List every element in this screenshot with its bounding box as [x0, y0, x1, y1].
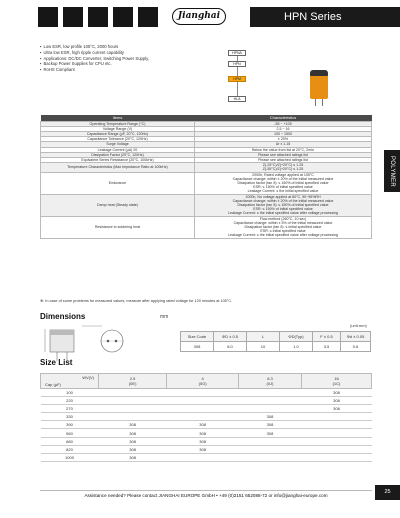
size-code-cell: 308: [99, 429, 167, 437]
size-list-table: [40, 373, 372, 462]
size-code-cell: 308: [99, 421, 167, 429]
diagram-box-highlight: HPM: [228, 76, 246, 82]
series-title: HPN Series: [250, 7, 400, 27]
capacitor-lead: [315, 99, 316, 106]
spec-line: 1000h, No voltage applied at 60°C, 90~95%RH: [245, 194, 321, 199]
capacitance-cell: 820: [41, 445, 99, 453]
capacitance-cell: 220: [41, 397, 99, 405]
capacitance-cell: 330: [41, 413, 99, 421]
feature-list: [40, 44, 149, 73]
size-code-cell: [99, 389, 167, 397]
spec-characteristic: [195, 172, 372, 194]
spec-line: Please see attached ratings list: [258, 157, 308, 162]
size-code-cell: 308: [167, 445, 239, 453]
spec-item: Equivalent Series Resistance (20°C, 100kHz): [41, 157, 195, 162]
size-code-cell: [301, 413, 371, 421]
feature-item: ▪ Backup Power Supplies for CPU etc.: [40, 61, 149, 67]
size-code-cell: [239, 389, 302, 397]
capacitance-cell: 270: [41, 405, 99, 413]
voltage-col-header: 4 (0G): [167, 374, 239, 389]
spec-item: Endurance: [41, 172, 195, 194]
size-row: [41, 397, 372, 405]
spec-line: Leakage Current: ≤ the initial specified value after voltage processing: [228, 233, 338, 238]
header-square: [88, 7, 108, 27]
size-code-cell: [239, 445, 302, 453]
cap-label: Cap (µF): [45, 382, 61, 387]
feature-item: ▪ Low ESR, low profile 105°C, 2000 hours: [40, 44, 149, 50]
size-row: [41, 429, 372, 437]
dimensions-unit: mm: [160, 314, 169, 320]
capacitor-lead: [322, 99, 323, 106]
size-row: [41, 405, 372, 413]
voltage-col-header: 6.3 (0J): [239, 374, 302, 389]
spec-characteristic: [195, 216, 372, 238]
size-code-cell: [167, 389, 239, 397]
diagram-box: HPN: [228, 61, 246, 67]
size-row: [41, 389, 372, 397]
size-code-cell: 308: [239, 421, 302, 429]
size-code-cell: [99, 405, 167, 413]
size-row: [41, 413, 372, 421]
dim-header: Φd ± 0.05: [341, 332, 371, 342]
diagram-box: HPNA: [228, 50, 246, 56]
diagram-box: HLA: [228, 96, 246, 102]
wv-label: WV(V): [82, 375, 94, 380]
feature-item: ▪ Applications: DC/DC Converter, Switching Power Supply,: [40, 56, 149, 62]
diagram-connector: [237, 50, 238, 98]
spec-line: Ur x 1.15: [275, 142, 291, 147]
header-square: [113, 7, 133, 27]
dim-value: 0.6: [341, 342, 371, 352]
spec-line: Flow method (260°C, 10 sec): [259, 216, 307, 221]
capacitor-top: [310, 70, 328, 76]
header-square: [63, 7, 83, 27]
size-code-cell: [167, 405, 239, 413]
dim-header: ΦD ± 0.5: [214, 332, 247, 342]
size-code-cell: 308: [301, 405, 371, 413]
spec-item: Surge Voltage: [41, 142, 195, 147]
spec-item: Resistance to soldering heat: [41, 216, 195, 238]
dim-value: 308: [181, 342, 214, 352]
header-square: [38, 7, 58, 27]
size-code-cell: [239, 453, 302, 461]
size-code-cell: 308: [167, 437, 239, 445]
size-code-cell: 308: [167, 429, 239, 437]
dimension-drawing: [40, 322, 180, 362]
size-row: [41, 453, 372, 461]
spec-line: Z(-55°C)/Z(+20°C) ≤ 1.25: [262, 167, 304, 172]
spec-header-characteristics: Characteristics: [195, 115, 372, 121]
capacitance-cell: 390: [41, 421, 99, 429]
spec-line: ESR: ≤ initial specified value: [260, 229, 306, 234]
spec-characteristic: [195, 194, 372, 216]
spec-line: 2.5 ~ 16: [276, 126, 290, 131]
header-square: [138, 7, 158, 27]
spec-line: ± 20%: [277, 137, 289, 142]
size-code-cell: [99, 397, 167, 405]
capacitance-cell: 560: [41, 429, 99, 437]
footer-contact: Assistance needed? Please contact JIANGHAI EUROPE GmbH • +49 (0)2151 652088-72 or info@jianghai-europe.com: [40, 490, 372, 500]
spec-line: Capacitance change: within ± 20% of the initial measured value: [232, 176, 334, 181]
spec-line: Z(-25°C)/Z(+20°C) ≤ 1.25: [262, 163, 304, 168]
spec-row: [41, 216, 372, 238]
size-list-title: Size List: [40, 358, 73, 367]
size-code-cell: [301, 445, 371, 453]
dim-header: L: [247, 332, 280, 342]
voltage-col-header: 2.5 (0E): [99, 374, 167, 389]
page-number: 25: [375, 485, 400, 500]
spec-item: Temperature Characteristics (Max Impedance Ratio at 100kHz): [41, 163, 195, 172]
dim-header: F ± 0.5: [313, 332, 341, 342]
size-code-cell: [301, 437, 371, 445]
spec-line: 2000h, Rated voltage applied at 105°C: [252, 172, 314, 177]
capacitance-cell: 680: [41, 437, 99, 445]
category-tab: POLYMER: [384, 150, 400, 192]
spec-line: Dissipation factor (tan δ): ≤ initial specified value: [244, 224, 322, 229]
size-code-cell: [301, 453, 371, 461]
size-code-cell: [167, 413, 239, 421]
spec-line: Capacitance change: within ± 20% of the initial measured value: [232, 198, 334, 203]
size-code-cell: 308: [239, 429, 302, 437]
size-code-cell: 308: [99, 445, 167, 453]
spec-line: Leakage Current: ≤ the initial specified value: [247, 189, 319, 194]
spec-row: [41, 172, 372, 194]
spec-item: Capacitance Range (µF, 20°C, 120Hz): [41, 131, 195, 136]
size-code-cell: [167, 397, 239, 405]
dim-value: 3.5: [313, 342, 341, 352]
spec-item: Damp heat (Steady state): [41, 194, 195, 216]
feature-item: ▪ RoHS Compliant: [40, 67, 149, 73]
spec-line: Leakage Current: ≤ the initial specified value after voltage processing: [228, 211, 338, 216]
spec-line: Please see attached ratings list: [258, 152, 308, 157]
size-code-cell: 308: [167, 421, 239, 429]
specification-table: [40, 115, 372, 239]
dim-value: 10: [247, 342, 280, 352]
dim-value: 1.0: [280, 342, 313, 352]
spec-line: Dissipation factor (tan δ): ≤ 150% of initial specified value: [237, 180, 329, 185]
brand-logo: Jianghai: [172, 8, 226, 25]
header-squares: [38, 7, 158, 27]
capacitance-cell: 1000: [41, 453, 99, 461]
spec-item: Voltage Range (V): [41, 126, 195, 131]
spec-characteristic: [195, 163, 372, 172]
dim-header: Size Code: [181, 332, 214, 342]
spec-row: [41, 163, 372, 172]
size-code-cell: [301, 421, 371, 429]
feature-item: ▪ Ultra low ESR, high ripple current capability: [40, 50, 149, 56]
spec-line: 100 ~ 1500: [273, 131, 293, 136]
spec-line: ESR: ≤ 150% of initial specified value: [253, 207, 313, 212]
spec-item: Leakage Current (µA) 20: [41, 147, 195, 152]
spec-item: Dissipation Factor (20°C, 120Hz): [41, 152, 195, 157]
size-code-cell: [99, 413, 167, 421]
size-code-cell: 308: [301, 397, 371, 405]
spec-row: [41, 194, 372, 216]
spec-line: -55 ~ +105: [274, 121, 292, 126]
size-code-cell: 308: [239, 413, 302, 421]
voltage-col-header: 16 (1C): [301, 374, 371, 389]
size-row: [41, 445, 372, 453]
dimensions-table: [180, 331, 371, 352]
size-row: [41, 421, 372, 429]
size-code-cell: [239, 397, 302, 405]
spec-line: Dissipation factor (tan δ): ≤ 150% of initial specified value: [237, 202, 329, 207]
spec-line: ESR: ≤ 150% of initial specified value: [253, 185, 313, 190]
dimensions-title: Dimensions: [40, 312, 86, 321]
size-code-cell: [301, 429, 371, 437]
spec-line: Below the value from list at 20°C, 2min: [252, 147, 314, 152]
size-code-cell: 308: [301, 389, 371, 397]
size-code-cell: 308: [99, 453, 167, 461]
dim-value: 8.0: [214, 342, 247, 352]
dim-header: ΦD(Typ): [280, 332, 313, 342]
size-code-cell: 308: [99, 437, 167, 445]
spec-note: ※: In case of some problems for measured values, measure after applying rated voltage for 120 minutes at 105°C.: [40, 299, 233, 303]
capacitor-image: [310, 73, 328, 99]
spec-header-items: Items: [41, 115, 195, 121]
size-row: [41, 437, 372, 445]
capacitance-cell: 100: [41, 389, 99, 397]
size-code-cell: [239, 437, 302, 445]
spec-line: Capacitance change: within ± 5% of the initial measured value: [233, 220, 333, 225]
spec-item: Operating Temperature Range (°C): [41, 121, 195, 126]
dimensions-table-unit: (unit:mm): [350, 323, 367, 328]
size-code-cell: [239, 405, 302, 413]
spec-item: Capacitance Tolerance (20°C, 120Hz): [41, 137, 195, 142]
size-code-cell: [167, 453, 239, 461]
size-header-corner: [41, 374, 99, 389]
